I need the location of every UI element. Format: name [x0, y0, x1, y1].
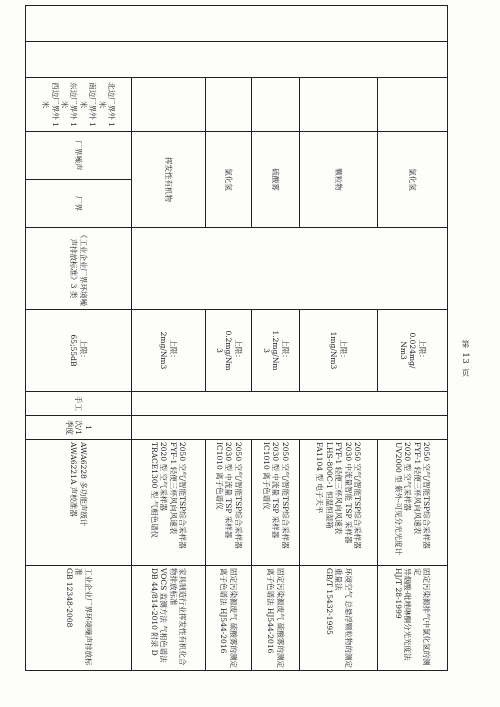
standard-line: 家具制造行业挥发性有机化合物排放标准	[168, 568, 188, 666]
instrument-line: 2030 型 中流量 TSP 采样器	[271, 442, 281, 539]
monitoring-table	[25, 5, 448, 671]
standard-cell	[252, 566, 300, 671]
table-row	[132, 6, 206, 671]
standard-line: 环境空气 总悬浮颗粒物的测定 重量法	[334, 568, 353, 668]
instrument-line: 2030 型 中流量 TSP 采样器	[224, 442, 234, 539]
instrument-cell	[26, 440, 132, 566]
rotated-table-wrapper	[26, 5, 448, 670]
point-cell	[132, 78, 206, 132]
instrument-cell	[132, 440, 206, 566]
instrument-cell	[206, 440, 252, 566]
limit-line: 65;55dB	[69, 334, 79, 367]
table-row	[378, 6, 448, 671]
limit-line: 上限：	[417, 339, 427, 362]
standard-line: 离子色谱法 HJ544-2016	[219, 568, 229, 654]
main-category-cell: 厂界噪声	[26, 132, 132, 180]
standard-line: 固定污染源排气中氯化氢的测定	[412, 568, 432, 666]
table-row	[26, 6, 132, 671]
standard-line: GB/T 15432-1995	[324, 568, 334, 635]
noise-point: 东边厂界外 1 米	[60, 82, 79, 127]
instrument-cell	[252, 440, 300, 566]
limit-line: 上限：	[338, 339, 348, 362]
instrument-line: 2020 型 空气采样器	[159, 442, 169, 511]
limit-cell	[206, 310, 252, 392]
blank-cell	[26, 6, 448, 42]
instrument-line: 2050 空气/智能TSP综合采样器	[280, 442, 290, 549]
instrument-line: 2050 空气/智能TSP综合采样器	[178, 442, 188, 549]
standard-cell	[132, 566, 206, 671]
limit-line: 1mg/Nm3	[329, 331, 339, 370]
point-cell	[300, 78, 378, 132]
instrument-line: FA1104 型 电子天平	[315, 442, 325, 514]
standard-cell	[300, 566, 378, 671]
standard-line: VOCS 监测方法 气相色谱法	[159, 568, 169, 663]
instrument-line: 2050 空气/智能TSP综合采样器	[422, 442, 432, 549]
method-cell	[132, 392, 448, 416]
point-cell	[378, 78, 448, 132]
limit-cell	[300, 310, 378, 392]
limit-line: 上限：	[168, 339, 178, 362]
noise-point: 西边厂界外 1 米	[41, 82, 60, 127]
limit-line: 0.024mg/	[408, 332, 418, 369]
instrument-line: AWA6221A 声校准器	[69, 442, 79, 517]
noise-point: 北边厂界外 1 米	[97, 82, 116, 127]
sub-category-cell: 厂界	[26, 180, 132, 228]
limit-line: 0.2mg/Nm	[224, 330, 234, 371]
instrument-line: 2050 空气/智能TSP综合采样器	[233, 442, 243, 549]
limit-line: 2mg/Nm3	[159, 331, 169, 370]
standard-line: GB 12348-2008	[64, 568, 74, 628]
instrument-line: FYF-1 轻便三杯风向风速表	[412, 442, 422, 535]
standard-line: 离子色谱法 HJ544-2016	[266, 568, 276, 654]
instrument-cell	[378, 440, 448, 566]
table-row	[300, 6, 378, 671]
instrument-line: LHS-800C-1 恒温恒湿箱	[324, 442, 334, 529]
point-cell	[206, 78, 252, 132]
standard-line: 异烟酸-吡唑啉酮分光光度法 HJ/T 28-1999	[394, 568, 413, 661]
instrument-cell	[300, 440, 378, 566]
noise-points-cell	[26, 78, 132, 132]
method-cell: 手工	[26, 392, 132, 416]
limit-cell	[132, 310, 206, 392]
page-number: 第 13 页	[461, 340, 470, 378]
standard-line: DB 44/814-2010 附录 D	[150, 568, 160, 656]
limit-line: 上限：	[78, 339, 88, 362]
limit-line: 上限：	[280, 339, 290, 362]
limit-line: 上限：	[233, 339, 243, 362]
instrument-line: 2030 中流量智能 TSP 采样器 FYF-1 轻便三杯风向风速表	[334, 442, 353, 544]
table-row	[206, 6, 252, 671]
limit-line: 1.2mg/Nm	[271, 330, 281, 371]
instrument-line: IC1010 离子色谱仪	[214, 442, 224, 510]
item-cell: 氯化氢	[206, 132, 252, 228]
limit-line: Nm3	[398, 341, 408, 360]
standard-line: 固定污染源废气 硫酸雾的测定	[275, 568, 285, 668]
noise-point: 南边厂界外 1 米	[78, 82, 98, 127]
limit-line: 3	[214, 348, 224, 353]
item-cell: 颗粒物	[300, 132, 378, 228]
blank-cell	[26, 42, 448, 78]
frequency-cell: 1 次/1 季度	[26, 416, 132, 440]
item-cell: 挥发性有机物	[132, 132, 206, 228]
basis-cell	[132, 228, 448, 310]
standard-cell	[26, 566, 132, 671]
instrument-line: IC1010 离子色谱仪	[261, 442, 271, 510]
instrument-line: TRACE1300 型 气相色谱仪	[150, 442, 160, 539]
table-row	[252, 6, 300, 671]
item-cell: 氯化氢	[378, 132, 448, 228]
instrument-line: FYF-1 轻便三杯风向风速表	[168, 442, 178, 535]
standard-line: 工业企业厂界环境噪声排放标准	[74, 568, 93, 666]
standard-line: 固定污染源废气 硫酸雾的测定	[228, 568, 238, 668]
instrument-line: AWA6228 多功能声级计	[78, 442, 88, 527]
instrument-line: 2020 型 空气采样器	[403, 442, 413, 511]
point-cell	[252, 78, 300, 132]
limit-cell	[252, 310, 300, 392]
limit-line: 3	[261, 348, 271, 353]
limit-cell	[26, 310, 132, 392]
standard-cell	[206, 566, 252, 671]
limit-cell	[378, 310, 448, 392]
instrument-line: UV2000 型 紫外-可见分光光度计	[394, 442, 404, 556]
frequency-cell	[132, 416, 448, 440]
item-cell: 硫酸雾	[252, 132, 300, 228]
basis-cell: 《工业企业厂界环境噪声排放标准》3 类	[26, 228, 132, 310]
standard-cell	[378, 566, 448, 671]
instrument-line: 2050 空气/智能TSP综合采样器	[352, 442, 362, 549]
